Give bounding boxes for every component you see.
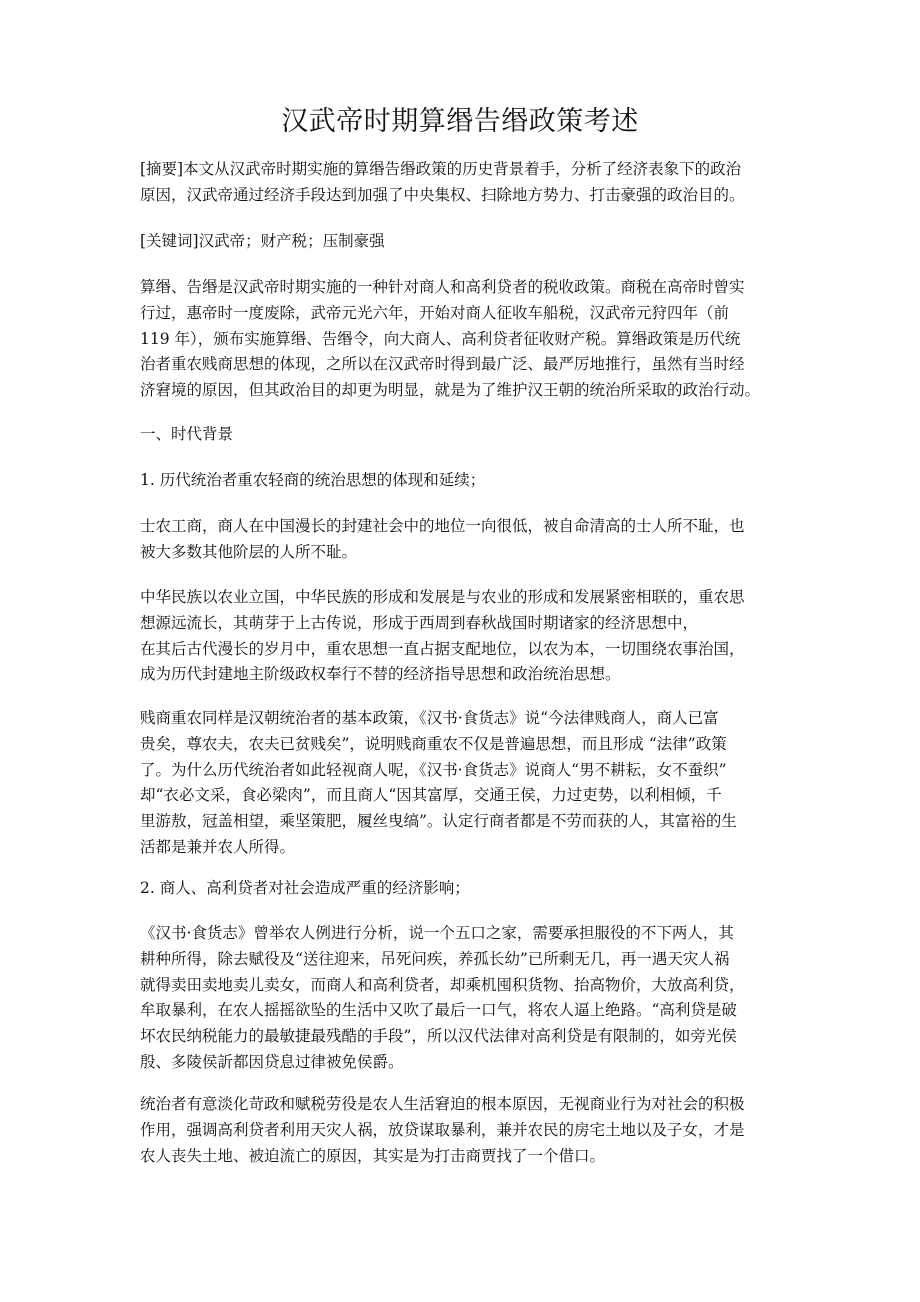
paragraph-line: 被大多数其他阶层的人所不耻。 [140, 542, 358, 561]
paragraph-line: 士农工商，商人在中国漫长的封建社会中的地位一向很低，被自命清高的士人所不耻，也 [140, 517, 745, 535]
paragraph-line: 活都是兼并农人所得。 [140, 837, 296, 856]
intro-line: 119 年），颁布实施算缗、告缗令，向大商人、高利贷者征收财产税。算缗政策是历代统 [140, 329, 741, 348]
subsection-heading-text: 1. 历代统治者重农轻商的统治思想的体现和延续； [140, 471, 486, 489]
body-paragraph-4 [140, 921, 790, 1076]
section-heading [140, 422, 790, 448]
page-title: 汉武帝时期算缗告缗政策考述 [281, 106, 639, 137]
paragraph-line: 就得卖田卖地卖儿卖女，而商人和高利贷者，却乘机囤积货物、抬高物价，大放高利贷， [140, 975, 745, 994]
paragraph-line: 殷、多陵侯訢都因贷息过律被免侯爵。 [140, 1052, 404, 1071]
paragraph-line: 作用，强调高利贷者利用天灾人祸，放贷谋取暴利，兼并农民的房宅土地以及子女，才是 [140, 1120, 745, 1139]
paragraph-line: 牟取暴利，在农人摇摇欲坠的生活中又吹了最后一口气，将农人逼上绝路。“高利贷是破 [140, 1001, 737, 1020]
body-paragraph-5 [140, 1092, 790, 1169]
paragraph-line: 坏农民纳税能力的最敏捷最残酷的手段”，所以汉代法律对高利贷是有限制的，如旁光侯 [140, 1027, 737, 1046]
abstract-paragraph [140, 157, 790, 209]
paragraph-line: 却“衣必文采，食必梁肉”，而且商人“因其富厚，交通王侯，力过吏势，以利相倾，千 [140, 786, 722, 805]
paragraph-line: 贵矣，尊农夫，农夫已贫贱矣”，说明贱商重农不仅是普遍思想，而且形成 “法律”政策 [140, 734, 727, 753]
paragraph-line: 《汉书·食货志》曾举农人例进行分析，说一个五口之家，需要承担服役的不下两人，其 [140, 924, 734, 942]
keywords-paragraph [140, 229, 790, 255]
intro-line: 治者重农贱商思想的体现，之所以在汉武帝时得到最广泛、最严厉地推行，虽然有当时经 [140, 355, 745, 374]
paragraph-line: 了。为什么历代统治者如此轻视商人呢，《汉书·食货志》说商人“男不耕耘，女不蚕织” [140, 760, 727, 779]
keywords-line: [关键词]汉武帝；财产税；压制豪强 [140, 232, 385, 250]
paragraph-line: 农人丧失土地、被迫流亡的原因，其实是为打击商贾找了一个借口。 [140, 1146, 606, 1165]
body-paragraph-2 [140, 585, 790, 688]
body-paragraph-3 [140, 706, 790, 861]
intro-line: 算缗、告缗是汉武帝时期实施的一种针对商人和高利贷者的税收政策。商税在高帝时曾实 [140, 278, 745, 296]
abstract-line: 原因，汉武帝通过经济手段达到加强了中央集权、扫除地方势力、打击豪强的政治目的。 [140, 185, 745, 204]
subsection-heading-2 [140, 876, 790, 902]
intro-line: 济窘境的原因，但其政治目的却更为明显，就是为了维护汉王朝的统治所采取的政治行动。 [140, 381, 761, 400]
paragraph-line: 贱商重农同样是汉朝统治者的基本政策，《汉书·食货志》说“今法律贱商人，商人已富 [140, 709, 719, 727]
paragraph-line: 想源远流长，其萌芽于上古传说，形成于西周到春秋战国时期诸家的经济思想中， [140, 613, 699, 632]
body-paragraph-1 [140, 514, 790, 566]
abstract-line: [摘要]本文从汉武帝时期实施的算缗告缗政策的历史背景着手，分析了经济表象下的政治 [140, 160, 742, 178]
paragraph-line: 里游敖，冠盖相望，乘坚策肥，履丝曳缟”。认定行商者都是不劳而获的人，其富裕的生 [140, 812, 737, 831]
subsection-heading-text: 2. 商人、高利贷者对社会造成严重的经济影响； [140, 879, 470, 897]
paragraph-line: 成为历代封建地主阶级政权奉行不替的经济指导思想和政治统治思想。 [140, 665, 621, 684]
subsection-heading-1 [140, 468, 790, 494]
intro-paragraph [140, 275, 790, 404]
paragraph-line: 统治者有意淡化苛政和赋税劳役是农人生活窘迫的根本原因，无视商业行为对社会的积极 [140, 1095, 745, 1113]
paragraph-line: 在其后古代漫长的岁月中，重农思想一直占据支配地位，以农为本，一切围绕农事治国， [140, 639, 745, 658]
intro-line: 行过，惠帝时一度废除，武帝元光六年，开始对商人征收车船税，汉武帝元狩四年（前 [140, 303, 730, 322]
paragraph-line: 中华民族以农业立国，中华民族的形成和发展是与农业的形成和发展紧密相联的，重农思 [140, 588, 745, 606]
paragraph-line: 耕种所得，除去赋役及“送往迎来，吊死问疾，养孤长幼”已所剩无几，再一遇天灾人祸 [140, 949, 730, 968]
section-heading-text: 一、时代背景 [140, 425, 234, 443]
